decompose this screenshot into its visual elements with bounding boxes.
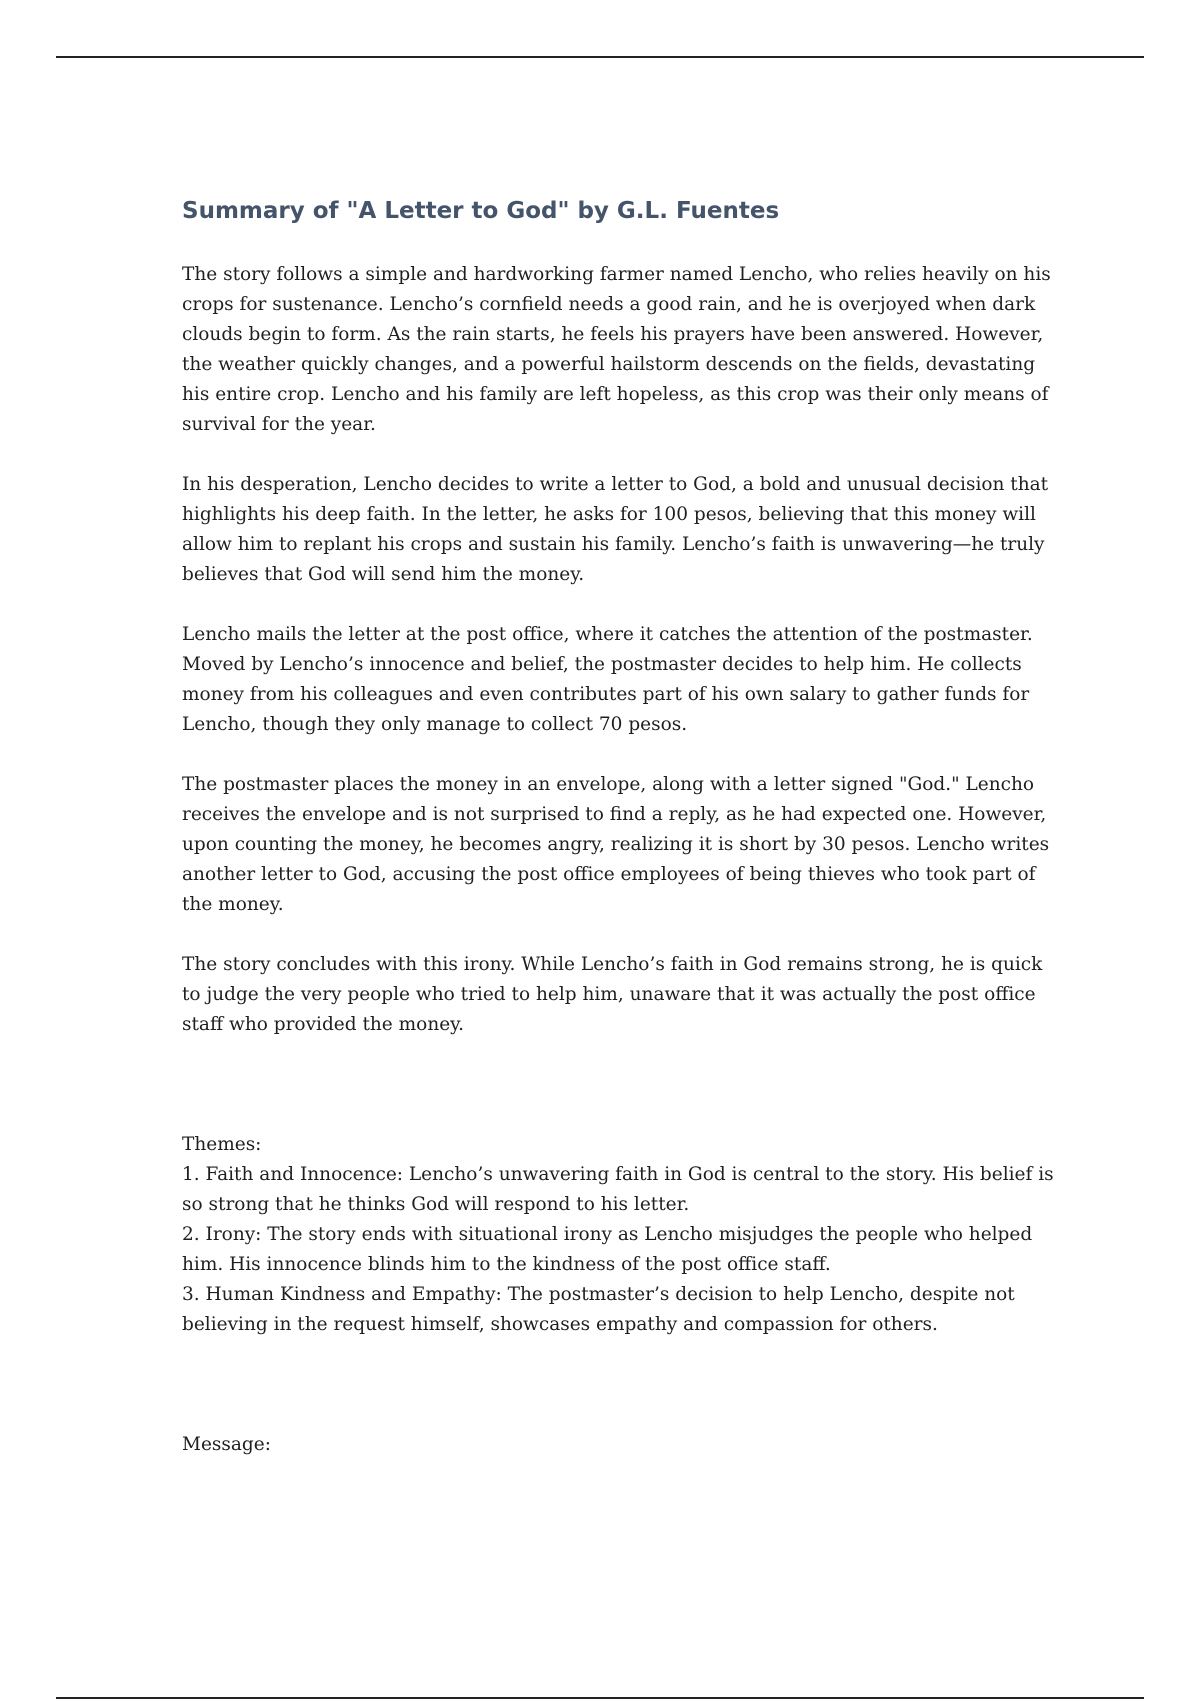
themes-section — [182, 1130, 1062, 1340]
section-spacer — [182, 1340, 1062, 1430]
footer-rule — [56, 1697, 1144, 1699]
header-rule — [56, 56, 1144, 58]
summary-paragraph-3: Lencho mails the letter at the post office, where it catches the attention of the postmaster. Moved by Lencho’s innocence and belief, the postmaster decides to help him. He collects money from his colleagues and even contributes part of his own salary to gather funds for Lencho, though they only manage to collect 70 pesos. — [182, 624, 1033, 735]
message-heading: Message: — [182, 1434, 271, 1455]
themes-heading: Themes: — [182, 1134, 262, 1155]
document-body — [182, 196, 1062, 1460]
summary-paragraph-1: The story follows a simple and hardworking farmer named Lencho, who relies heavily on his crops for sustenance. Lencho’s cornfield needs a good rain, and he is overjoyed when dark clouds begin to form. As the rain starts, he feels his prayers have been answered. However, the weather quickly changes, and a powerful hailstorm descends on the fields, devastating his entire crop. Lencho and his family are left hopeless, as this crop was their only means of survival for the year. — [182, 264, 1051, 435]
theme-item: 2. Irony: The story ends with situational irony as Lencho misjudges the people who helped him. His innocence blinds him to the kindness of the post office staff. — [182, 1224, 1033, 1275]
summary-paragraph-4: The postmaster places the money in an envelope, along with a letter signed "God." Lencho receives the envelope and is not surprised to find a reply, as he had expected one. However, upon counting the money, he becomes angry, realizing it is short by 30 pesos. Lencho writes another letter to God, accusing the post office employees of being thieves who took part of the money. — [182, 774, 1050, 915]
theme-item: 3. Human Kindness and Empathy: The postmaster’s decision to help Lencho, despite not believing in the request himself, showcases empathy and compassion for others. — [182, 1284, 1015, 1335]
summary-paragraph-2: In his desperation, Lencho decides to write a letter to God, a bold and unusual decision that highlights his deep faith. In the letter, he asks for 100 pesos, believing that this money will allow him to replant his crops and sustain his family. Lencho’s faith is unwavering—he truly believes that God will send him the money. — [182, 474, 1049, 585]
document-title: Summary of "A Letter to God" by G.L. Fuentes — [182, 198, 780, 224]
section-spacer — [182, 1070, 1062, 1130]
summary-paragraph-5: The story concludes with this irony. While Lencho’s faith in God remains strong, he is quick to judge the very people who tried to help him, unaware that it was actually the post office staff who provided the money. — [182, 954, 1043, 1035]
theme-item: 1. Faith and Innocence: Lencho’s unwavering faith in God is central to the story. His belief is so strong that he thinks God will respond to his letter. — [182, 1164, 1054, 1215]
